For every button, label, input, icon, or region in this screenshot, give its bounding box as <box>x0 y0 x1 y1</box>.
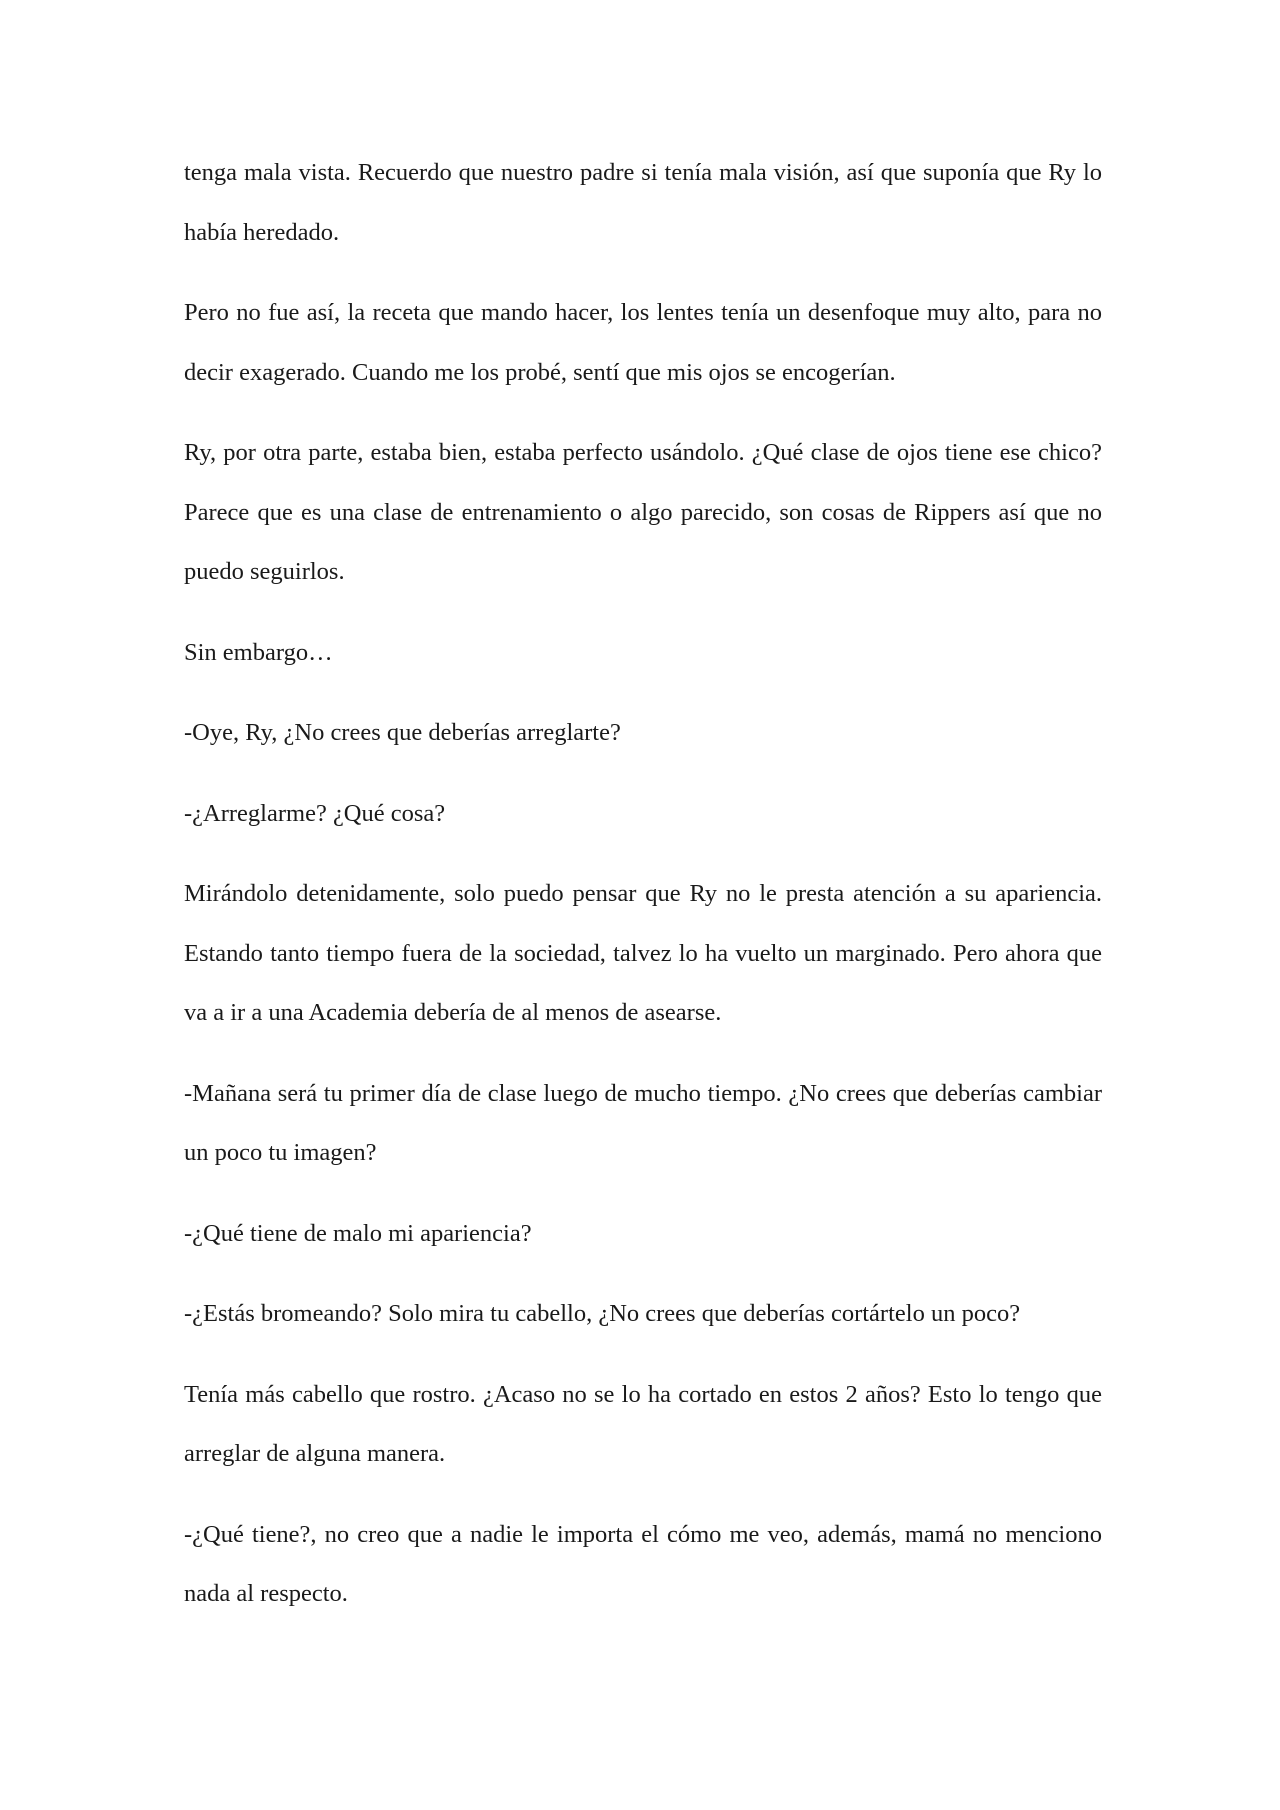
paragraph: Pero no fue así, la receta que mando hacer, los lentes tenía un desenfoque muy alto, para no decir exagerado. Cuando me los probé, sentí que mis ojos se encogerían. <box>184 299 1102 386</box>
paragraph: -¿Qué tiene?, no creo que a nadie le importa el cómo me veo, además, mamá no menciono nada al respecto. <box>184 1520 1102 1607</box>
paragraph: Sin embargo… <box>184 638 333 666</box>
paragraph: Ry, por otra parte, estaba bien, estaba perfecto usándolo. ¿Qué clase de ojos tiene ese chico? Parece que es una clase de entrenamiento o algo parecido, son cosas de Rippers así que no puedo seguirlos. <box>184 439 1102 585</box>
paragraph: -Mañana será tu primer día de clase luego de mucho tiempo. ¿No crees que deberías cambiar un poco tu imagen? <box>184 1079 1102 1166</box>
paragraph: -¿Arreglarme? ¿Qué cosa? <box>184 799 446 827</box>
paragraph: tenga mala vista. Recuerdo que nuestro padre si tenía mala visión, así que suponía que Ry lo había heredado. <box>184 159 1102 246</box>
paragraph: -Oye, Ry, ¿No crees que deberías arreglarte? <box>184 719 621 746</box>
paragraph: -¿Qué tiene de malo mi apariencia? <box>184 1219 532 1247</box>
document-page <box>184 143 1102 1624</box>
paragraph: Tenía más cabello que rostro. ¿Acaso no se lo ha cortado en estos 2 años? Esto lo tengo que arreglar de alguna manera. <box>184 1380 1102 1467</box>
paragraph: Mirándolo detenidamente, solo puedo pensar que Ry no le presta atención a su apariencia. Estando tanto tiempo fuera de la sociedad, talvez lo ha vuelto un marginado. Pero ahora que va a ir a una Academia debería de al menos de asearse. <box>184 880 1102 1026</box>
paragraph: -¿Estás bromeando? Solo mira tu cabello, ¿No crees que deberías cortártelo un poco? <box>184 1300 1021 1327</box>
